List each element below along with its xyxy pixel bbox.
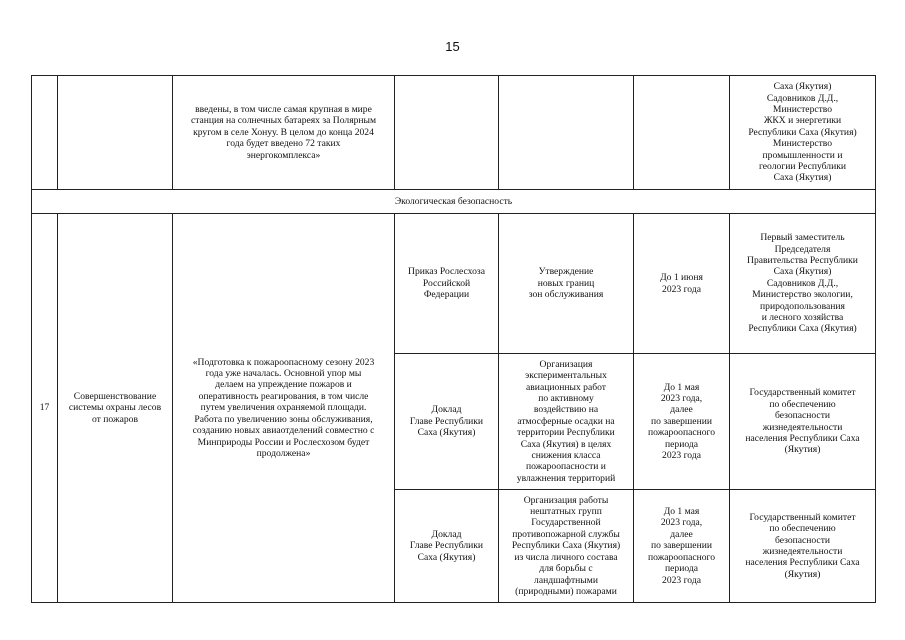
row-measure: Организация экспериментальных авиационных работ по активному воздействию на атмосферные осадки на территории Республики Саха (Якутия) в целях снижения класса пожароопасности и увлажнения территорий [499, 354, 634, 490]
row-responsible: Государственный комитет по обеспечению безопасности жизнедеятельности населения Республики Саха (Якутия) [730, 490, 876, 603]
cell-remark-continued: введены, в том числе самая крупная в мире станция на солнечных батареях за Полярным кругом в селе Хонуу. В целом до конца 2024 года будет введено 72 таких энергокомплекса» [173, 76, 395, 190]
cell-name-empty [58, 76, 173, 190]
cell-document-empty [395, 76, 499, 190]
row-document: Приказ Рослесхоза Российской Федерации [395, 214, 499, 354]
row-measure: Организация работы нештатных групп Государственной противопожарной службы Республики Саха (Якутия) из числа личного состава для борьбы с ландшафтными (природными) пожарами [499, 490, 634, 603]
row-responsible: Государственный комитет по обеспечению безопасности жизнедеятельности населения Республики Саха (Якутия) [730, 354, 876, 490]
section-title: Экологическая безопасность [32, 190, 876, 214]
item-name: Совершенствование системы охраны лесов от пожаров [58, 214, 173, 603]
section-row [32, 190, 876, 214]
row-responsible: Первый заместитель Председателя Правительства Республики Саха (Якутия) Садовников Д.Д., Министерство экологии, природопользования и лесного хозяйства Республики Саха (Якутия) [730, 214, 876, 354]
row-deadline: До 1 мая 2023 года, далее по завершении пожароопасного периода 2023 года [634, 354, 730, 490]
cell-number-empty [32, 76, 58, 190]
row-deadline: До 1 мая 2023 года, далее по завершении пожароопасного периода 2023 года [634, 490, 730, 603]
continued-row [32, 76, 876, 190]
item-number: 17 [32, 214, 58, 603]
cell-responsible-continued: Саха (Якутия) Садовников Д.Д., Министерство ЖКХ и энергетики Республики Саха (Якутия) Министерство промышленности и геологии Республики Саха (Якутия) [730, 76, 876, 190]
cell-measure-empty [499, 76, 634, 190]
row-deadline: До 1 июня 2023 года [634, 214, 730, 354]
cell-deadline-empty [634, 76, 730, 190]
row-document: Доклад Главе Республики Саха (Якутия) [395, 490, 499, 603]
row-measure: Утверждение новых границ зон обслуживания [499, 214, 634, 354]
plan-table [31, 75, 876, 603]
page-number: 15 [445, 39, 460, 54]
table-row [32, 214, 876, 354]
row-document: Доклад Главе Республики Саха (Якутия) [395, 354, 499, 490]
item-quote: «Подготовка к пожароопасному сезону 2023 года уже началась. Основной упор мы делаем на упреждение пожаров и оперативность реагирования, в том числе путем увеличения охраняемой площади. Работа по увеличению зоны обслуживания, созданию новых авиаотделений совместно с Минприроды России и Рослесхозом будет продолжена» [173, 214, 395, 603]
